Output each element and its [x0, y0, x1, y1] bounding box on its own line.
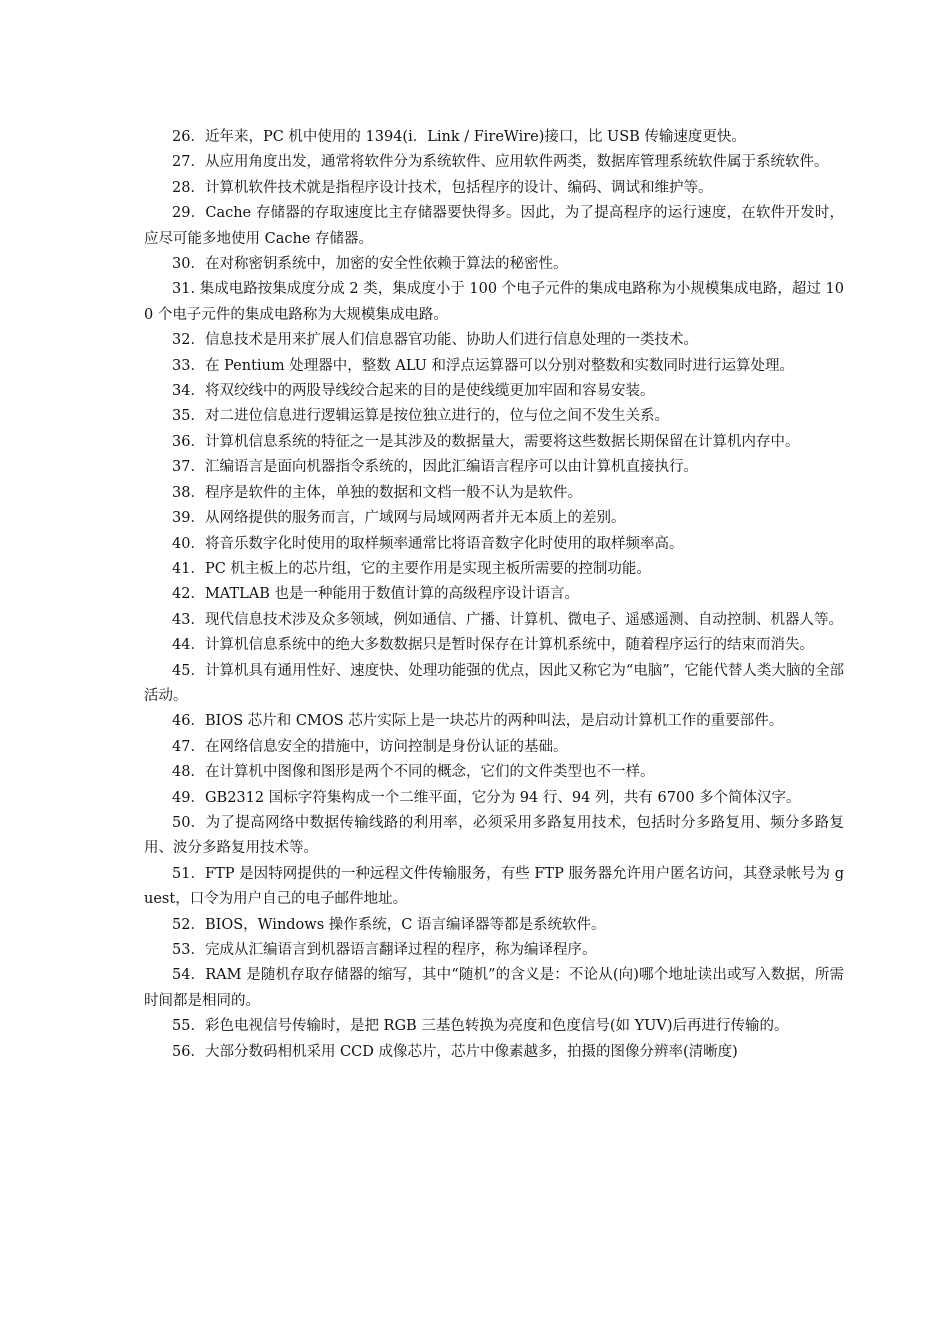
question-49: 49．GB2312 国标字符集构成一个二维平面，它分为 94 行、94 列，共有 6700 多个简体汉字。 [172, 789, 801, 806]
question-31: 31. 集成电路按集成度分成 2 类，集成度小于 100 个电子元件的集成电路称为小规模集成电路，超过 100 个电子元件的集成电路称为大规模集成电路。 [144, 281, 844, 323]
question-38: 38．程序是软件的主体，单独的数据和文档一般不认为是软件。 [172, 484, 582, 501]
question-51: 51．FTP 是因特网提供的一种远程文件传输服务，有些 FTP 服务器允许用户匿名访问，其登录帐号为 guest，口令为用户自己的电子邮件地址。 [144, 865, 844, 908]
question-39: 39．从网络提供的服务而言，广域网与局域网两者并无本质上的差别。 [172, 510, 626, 527]
question-46: 46．BIOS 芯片和 CMOS 芯片实际上是一块芯片的两种叫法，是启动计算机工作的重要部件。 [172, 713, 784, 730]
question-45: 45．计算机具有通用性好、速度快、处理功能强的优点，因此又称它为“电脑”，它能代替人类大脑的全部活动。 [144, 662, 844, 704]
question-37: 37．汇编语言是面向机器指令系统的，因此汇编语言程序可以由计算机直接执行。 [172, 459, 698, 476]
question-32: 32．信息技术是用来扩展人们信息器官功能、协助人们进行信息处理的一类技术。 [172, 332, 698, 349]
question-54: 54．RAM 是随机存取存储器的缩写，其中“随机”的含义是：不论从(向)哪个地址读出或写入数据，所需时间都是相同的。 [144, 967, 844, 1009]
question-47: 47．在网络信息安全的措施中，访问控制是身份认证的基础。 [172, 738, 568, 755]
question-30: 30．在对称密钥系统中，加密的安全性依赖于算法的秘密性。 [172, 256, 568, 273]
question-56: 56．大部分数码相机采用 CCD 成像芯片，芯片中像素越多，拍摄的图像分辨率(清晰度) [172, 1043, 738, 1060]
question-34: 34．将双绞线中的两股导线绞合起来的目的是使线缆更加牢固和容易安装。 [172, 383, 655, 400]
question-48: 48．在计算机中图像和图形是两个不同的概念，它们的文件类型也不一样。 [172, 764, 655, 781]
question-33: 33．在 Pentium 处理器中，整数 ALU 和浮点运算器可以分别对整数和实数同时进行运算处理。 [172, 357, 794, 374]
question-43: 43．现代信息技术涉及众多领域，例如通信、广播、计算机、微电子、遥感遥测、自动控制、机器人等。 [172, 611, 843, 628]
question-26: 26．近年来，PC 机中使用的 1394(i．Link / FireWire)接口，比 USB 传输速度更快。 [172, 129, 746, 145]
question-36: 36．计算机信息系统的特征之一是其涉及的数据量大，需要将这些数据长期保留在计算机内存中。 [172, 433, 800, 450]
document-body [144, 125, 844, 1065]
question-42: 42．MATLAB 也是一种能用于数值计算的高级程序设计语言。 [172, 586, 580, 603]
question-44: 44．计算机信息系统中的绝大多数数据只是暂时保存在计算机系统中，随着程序运行的结束而消失。 [172, 637, 814, 654]
question-52: 52．BIOS，Windows 操作系统，C 语言编译器等都是系统软件。 [172, 916, 606, 933]
question-40: 40．将音乐数字化时使用的取样频率通常比将语音数字化时使用的取样频率高。 [172, 535, 684, 552]
question-55: 55．彩色电视信号传输时，是把 RGB 三基色转换为亮度和色度信号(如 YUV)后再进行传输的。 [172, 1018, 789, 1035]
question-50: 50．为了提高网络中数据传输线路的利用率，必须采用多路复用技术，包括时分多路复用、频分多路复用、波分多路复用技术等。 [144, 814, 844, 857]
question-41: 41．PC 机主板上的芯片组，它的主要作用是实现主板所需要的控制功能。 [172, 560, 651, 577]
question-27: 27．从应用角度出发，通常将软件分为系统软件、应用软件两类，数据库管理系统软件属于系统软件。 [172, 154, 829, 171]
question-53: 53．完成从汇编语言到机器语言翻译过程的程序，称为编译程序。 [172, 942, 597, 958]
question-29: 29．Cache 存储器的存取速度比主存储器要快得多。因此，为了提高程序的运行速度，在软件开发时，应尽可能多地使用 Cache 存储器。 [144, 205, 844, 247]
question-35: 35．对二进位信息进行逻辑运算是按位独立进行的，位与位之间不发生关系。 [172, 408, 669, 425]
question-28: 28．计算机软件技术就是指程序设计技术，包括程序的设计、编码、调试和维护等。 [172, 179, 713, 196]
